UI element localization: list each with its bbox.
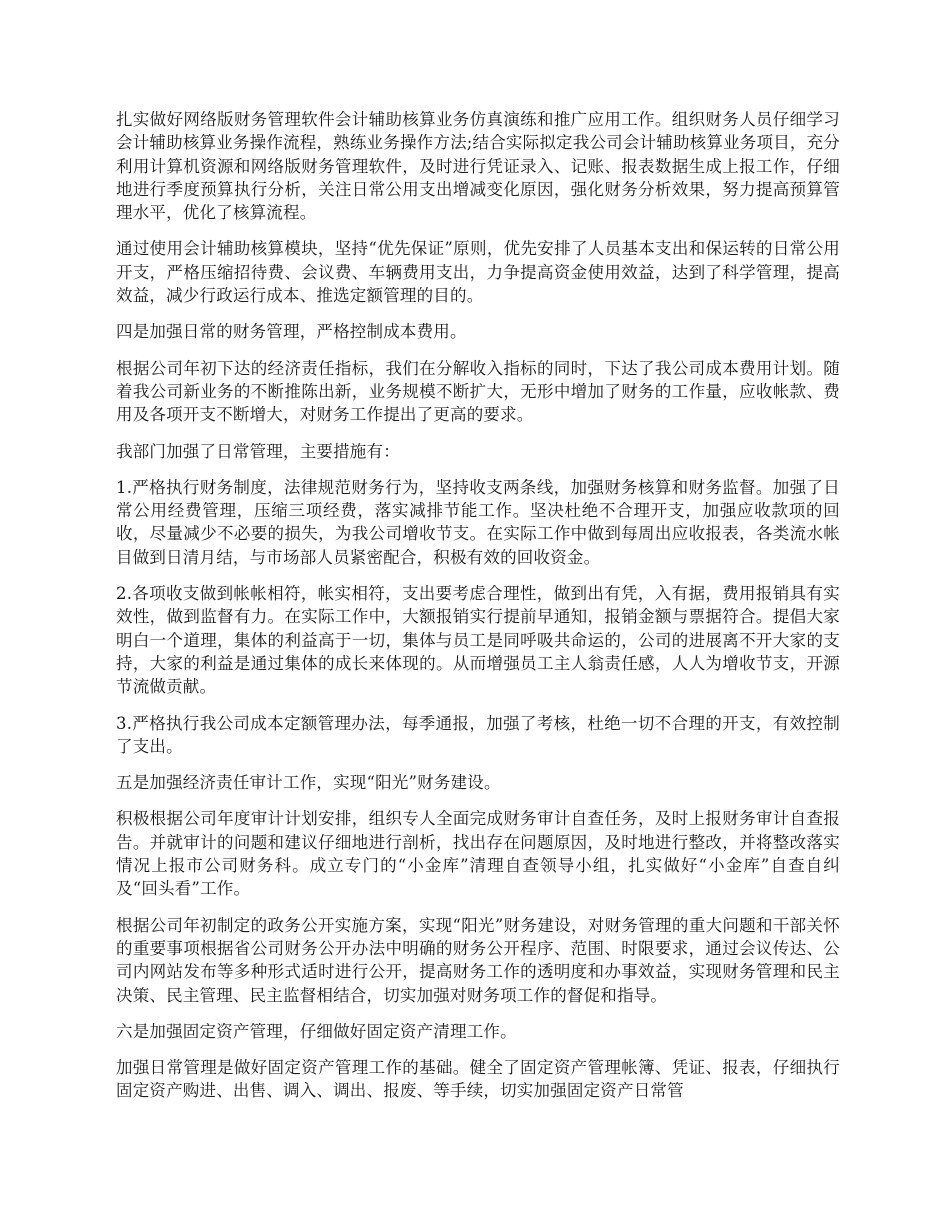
paragraph: 根据公司年初下达的经济责任指标，我们在分解收入指标的同时，下达了我公司成本费用计划。随着我公司新业务的不断推陈出新，业务规模不断扩大，无形中增加了财务的工作量，应收帐款、费用及各项开支不断增大，对财务工作提出了更高的要求。: [116, 358, 840, 425]
section-heading: 六是加强固定资产管理，仔细做好固定资产清理工作。: [116, 1021, 517, 1041]
section-heading: 五是加强经济责任审计工作，实现“阳光”财务建设。: [116, 773, 501, 793]
paragraph: 积极根据公司年度审计计划安排，组织专人全面完成财务审计自查任务，及时上报财务审计自查报告。并就审计的问题和建议仔细地进行剖析，找出存在问题原因，及时地进行整改，并将整改落实情况上报市公司财务科。成立专门的“小金库”清理自查领导小组，扎实做好“小金库”自查自纠及“回头看”工作。: [116, 809, 840, 899]
list-item: 2.各项收支做到帐帐相符，帐实相符，支出要考虑合理性，做到出有凭，入有据，费用报销具有实效性，做到监督有力。在实际工作中，大额报销实行提前早通知，报销金额与票据符合。提倡大家明白一个道理，集体的利益高于一切，集体与员工是同呼吸共命运的，公司的进展离不开大家的支持，大家的利益是通过集体的成长来体现的。从而增强员工主人翁责任感，人人为增收节支，开源节流做贡献。: [116, 584, 840, 697]
section-heading: 四是加强日常的财务管理，严格控制成本费用。: [116, 322, 467, 342]
paragraph: 扎实做好网络版财务管理软件会计辅助核算业务仿真演练和推广应用工作。组织财务人员仔细学习会计辅助核算业务操作流程，熟练业务操作方法;结合实际拟定我公司会计辅助核算业务项目，充分利用计算机资源和网络版财务管理软件，及时进行凭证录入、记账、报表数据生成上报工作，仔细地进行季度预算执行分析，关注日常公用支出增减变化原因，强化财务分析效果，努力提高预算管理水平，优化了核算流程。: [116, 110, 840, 223]
paragraph: 加强日常管理是做好固定资产管理工作的基础。健全了固定资产管理帐簿、凭证、报表，仔细执行固定资产购进、出售、调入、调出、报废、等手续，切实加强固定资产日常管: [116, 1058, 840, 1101]
paragraph: 我部门加强了日常管理，主要措施有：: [116, 441, 400, 461]
paragraph: 通过使用会计辅助核算模块，坚持“优先保证”原则，优先安排了人员基本支出和保运转的日常公用开支，严格压缩招待费、会议费、车辆费用支出，力争提高资金使用效益，达到了科学管理，提高效益，减少行政运行成本、推选定额管理的目的。: [116, 239, 840, 306]
list-item: 3.严格执行我公司成本定额管理办法，每季通报，加强了考核，杜绝一切不合理的开支，有效控制了支出。: [116, 713, 840, 756]
list-item: 1.严格执行财务制度，法律规范财务行为，坚持收支两条线，加强财务核算和财务监督。加强了日常公用经费管理，压缩三项经费，落实减排节能工作。坚决杜绝不合理开支，加强应收款项的回收，尽量减少不必要的损失，为我公司增收节支。在实际工作中做到每周出应收报表，各类流水帐目做到日清月结，与市场部人员紧密配合，积极有效的回收资金。: [116, 477, 840, 567]
document-body: [116, 108, 840, 1116]
paragraph: 根据公司年初制定的政务公开实施方案，实现“阳光”财务建设，对财务管理的重大问题和干部关怀的重要事项根据省公司财务公开办法中明确的财务公开程序、范围、时限要求，通过会议传达、公司内网站发布等多种形式适时进行公开，提高财务工作的透明度和办事效益，实现财务管理和民主决策、民主管理、民主监督相结合，切实加强对财务项工作的督促和指导。: [116, 915, 840, 1005]
